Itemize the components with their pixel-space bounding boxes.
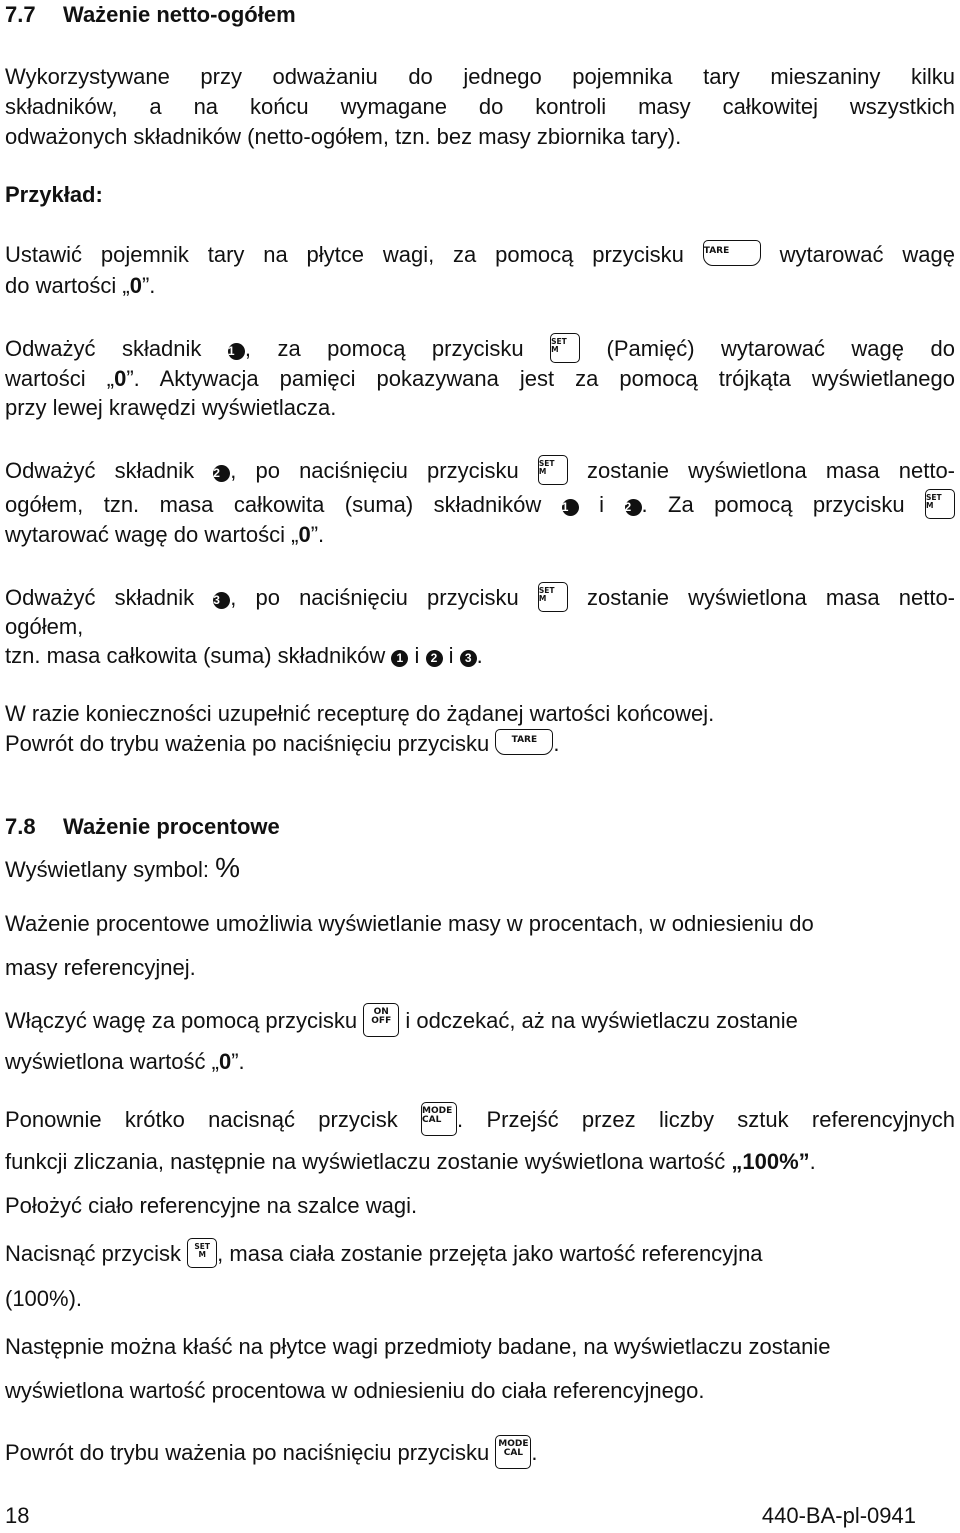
mode-cal-key-icon [495,1435,531,1469]
symbol-line [5,852,240,884]
p4-line-2: ogółem, [5,614,84,639]
p4-text-and: i [414,643,420,668]
marker-1-icon: 1 [391,650,408,667]
p2-part-1 [5,336,524,361]
p78-2-line-2 [5,1049,245,1075]
p78-3-line-2 [5,1149,816,1175]
p4-text-b: , po naciśnięciu przycisku [230,584,519,610]
p5-line-1: W razie konieczności uzupełnić recepturę do żądanej wartości końcowej. [5,701,715,726]
set-key-icon [550,333,580,363]
mode-cal-key-icon [421,1102,457,1136]
p78-6-line-1: Następnie można kłaść na płytce wagi przedmioty badane, na wyświetlaczu zostanie [5,1334,831,1359]
tare-key-icon: TARE [495,729,553,755]
p1-text-d: ”. [141,273,156,298]
example-label: Przykład: [5,182,103,207]
p2-text-b: , za pomocą przycisku [244,335,524,361]
set-key-bottom: M [926,500,934,510]
p78-1-line-2: masy referencyjnej. [5,955,196,980]
p3-part-1 [5,458,519,483]
set-key-icon [538,582,568,612]
p4-text-c: zostanie wyświetlona masa netto- [587,584,955,610]
p4-text-e: tzn. masa całkowita (suma) składników [5,643,386,668]
set-key-bottom: M [538,593,547,603]
mode-key-top: MODE [422,1106,453,1116]
set-key-top: SET [538,459,555,468]
zero-value: 0 [129,273,142,298]
zero-value: 0 [114,366,127,391]
set-key-icon [538,455,568,485]
marker-1-icon: 1 [562,499,579,516]
p1-line-1 [5,242,955,269]
marker-2-icon: 2 [213,465,230,482]
zero-value: 0 [218,1049,232,1074]
marker-2-icon: 2 [426,650,443,667]
symbol-label: Wyświetlany symbol: [5,857,209,882]
p78-7-text-a: Powrót do trybu ważenia po naciśnięciu przycisku [5,1439,490,1465]
p3-line-2 [5,491,955,521]
p78-2-line-1 [5,1005,798,1039]
marker-2-icon: 2 [625,499,642,516]
percent-value: „100%” [731,1149,810,1174]
p2-text-e: ”. Aktywacja pamięci pokazywana jest za pomocą trójkąta wyświetlanego [126,366,955,391]
set-key-top: SET [538,586,555,595]
set-key-bottom: M [551,344,559,354]
set-key-top: SET [551,337,567,346]
p5-text-b: Powrót do trybu ważenia po naciśnięciu przycisku [5,731,490,756]
set-key-bottom: M [198,1249,206,1259]
p3-text-e: . Za pomocą przycisku [641,491,905,517]
p3-text-c: zostanie wyświetlona masa netto- [587,457,955,483]
p2-line-2 [5,366,955,392]
p3-text-and: i [599,491,605,517]
p78-7-text-b: . [531,1439,538,1465]
p3-text-a: Odważyć składnik [5,457,195,483]
p2-text-d: wartości „ [5,366,115,391]
p1-text-a: Ustawić pojemnik tary na płytce wagi, za pomocą przycisku [5,242,684,267]
p78-5-line-1 [5,1240,763,1270]
p1-line-2 [5,273,155,299]
p78-1-line-1: Ważenie procentowe umożliwia wyświetlanie masy w procentach, w odniesieniu do [5,911,814,936]
intro-line-3: odważonych składników (netto-ogółem, tzn. bez masy zbiornika tary). [5,124,682,149]
section-title: Ważenie netto-ogółem [63,2,296,27]
p78-3-text-a: Ponownie krótko nacisnąć przycisk [5,1106,398,1132]
set-key-top: SET [926,493,942,502]
marker-1-icon: 1 [228,343,245,360]
p3-text-g: ”. [310,522,325,547]
p4-line-1 [5,584,955,614]
p3-line-3 [5,522,324,548]
p78-5-line-2: (100%). [5,1286,83,1311]
on-off-key-icon [363,1003,399,1037]
intro-line-2: składników, a na końcu wymagane do kontroli masy całkowitej wszystkich [5,94,955,119]
p78-2-text-b: i odczekać, aż na wyświetlaczu zostanie [405,1007,798,1033]
p4-text-and: i [448,643,454,668]
p2-line-3: przy lewej krawędzi wyświetlacza. [5,395,337,420]
section-title: Ważenie procentowe [63,814,280,839]
p4-line-3 [5,643,483,669]
p3-text-b: , po naciśnięciu przycisku [230,457,519,483]
p78-3-part-2 [421,1107,955,1132]
p3-text-f: wytarować wagę do wartości „ [5,522,299,547]
p78-6-line-2: wyświetlona wartość procentowa w odniesieniu do ciała referencyjnego. [5,1378,705,1403]
p2-line-1 [5,335,955,365]
p78-3-text-c: funkcji zliczania, następnie na wyświetlaczu zostanie wyświetlona wartość [5,1149,726,1174]
on-key-top: ON [373,1007,389,1017]
p1-text-c: do wartości „ [5,273,130,298]
on-key-bottom: OFF [371,1016,392,1026]
mode-key-bottom: CAL [422,1115,442,1125]
p78-3-line-1 [5,1104,955,1138]
p4-part-1 [5,585,519,610]
p3-part-2 [5,492,905,517]
p78-3-text-b: . Przejść przez liczby sztuk referencyjnych [457,1106,955,1132]
p78-2-text-c: wyświetlona wartość „ [5,1049,219,1074]
p3-text-d: ogółem, tzn. masa całkowita (suma) składników [5,491,542,517]
section-number: 7.8 [5,814,36,839]
section-heading-7-8 [5,814,280,840]
marker-3-icon: 3 [213,592,230,609]
set-key-bottom: M [538,466,547,476]
mode-key-top: MODE [498,1439,529,1449]
percent-symbol: % [215,852,240,883]
p78-5-text-a: Nacisnąć przycisk [5,1240,182,1266]
p2-text-c: (Pamięć) wytarować wagę do [606,335,955,361]
p78-3-text-d: . [809,1149,816,1174]
p5-text-c: . [553,731,560,756]
set-key-icon [925,489,955,519]
section-number: 7.7 [5,2,36,27]
p1-text-b: wytarować wagę [779,242,955,267]
mode-key-bottom: CAL [503,1448,524,1458]
p78-5-text-b: , masa ciała zostanie przejęta jako wartość referencyjna [217,1240,763,1266]
page-number: 18 [5,1503,30,1528]
intro-line-1: Wykorzystywane przy odważaniu do jednego pojemnika tary mieszaniny kilku [5,64,955,89]
p78-2-text-d: ”. [231,1049,245,1074]
p78-4: Położyć ciało referencyjne na szalce wagi. [5,1193,418,1218]
p78-7 [5,1437,538,1471]
p5-line-2 [5,731,560,758]
zero-value: 0 [298,522,311,547]
tare-key-icon: TARE [703,240,761,266]
p4-text-f: . [476,643,483,668]
p4-text-a: Odważyć składnik [5,584,195,610]
p3-line-1 [5,457,955,487]
set-key-top: SET [194,1242,210,1251]
p78-2-text-a: Włączyć wagę za pomocą przycisku [5,1007,358,1033]
section-heading-7-7 [5,2,296,28]
document-id: 440-BA-pl-0941 [761,1503,916,1528]
marker-3-icon: 3 [460,650,477,667]
p2-text-a: Odważyć składnik [5,335,202,361]
set-key-icon [187,1238,217,1268]
